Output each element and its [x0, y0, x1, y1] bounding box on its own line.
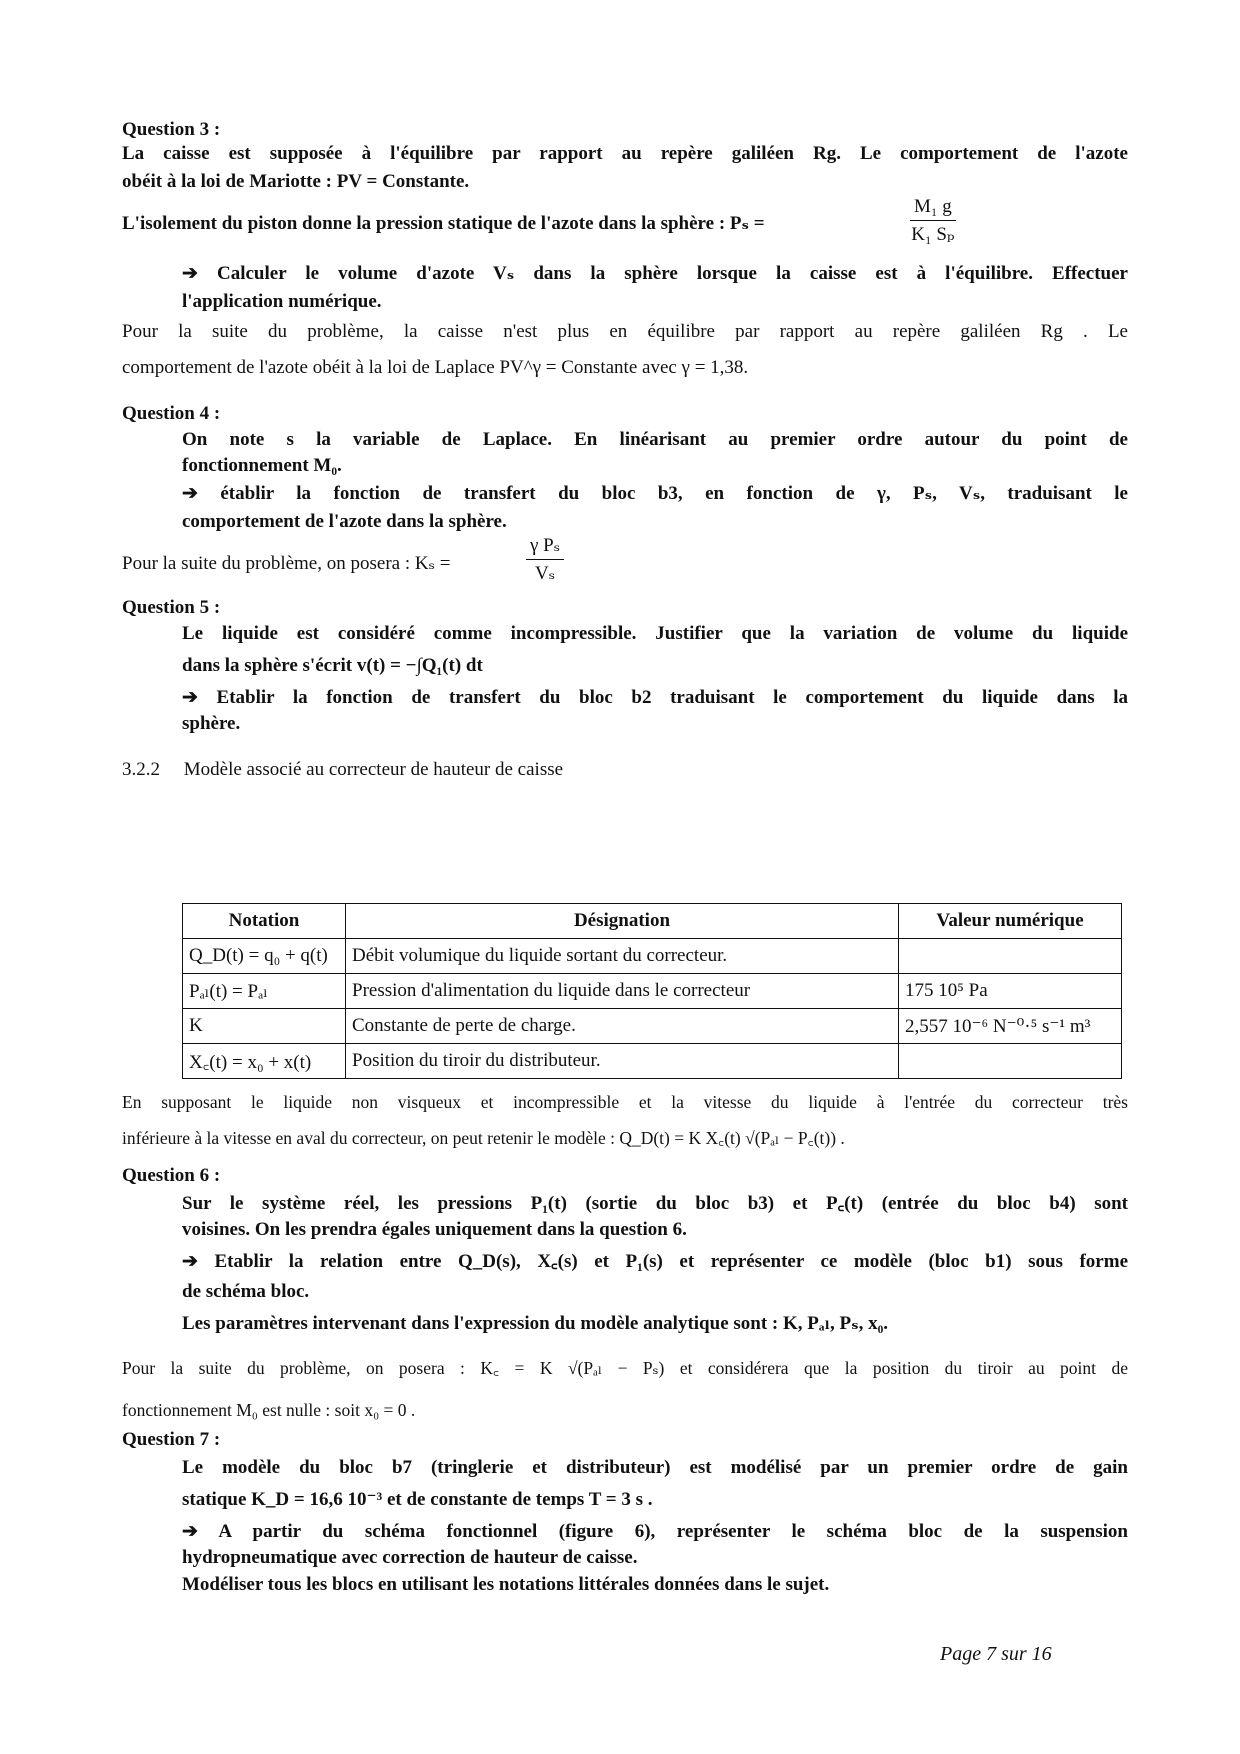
denominator: K₁ Sₚ — [911, 224, 955, 245]
table-row — [183, 939, 1122, 974]
text-line: Pour la suite du problème, la caisse n'est plus en équilibre par rapport au repère galiléen Rg . Le — [122, 321, 1128, 342]
text-line: On note s la variable de Laplace. En linéarisant au premier ordre autour du point de — [182, 429, 1128, 450]
text-line: En supposant le liquide non visqueux et incompressible et la vitesse du liquide à l'entrée du correcteur très — [122, 1092, 1128, 1112]
task-line: l'application numérique. — [182, 291, 382, 312]
question-6-title: Question 6 : — [122, 1165, 221, 1186]
page-number: Page 7 sur 16 — [940, 1643, 1052, 1665]
column-header: Notation — [183, 904, 346, 939]
text-line: dans la sphère s'écrit v(t) = −∫Q₁(t) dt — [182, 655, 483, 676]
numerator: M₁ g — [910, 196, 956, 221]
question-4-title: Question 4 : — [122, 403, 221, 424]
cell: Débit volumique du liquide sortant du correcteur. — [346, 939, 899, 974]
column-header: Désignation — [346, 904, 899, 939]
task-line: hydropneumatique avec correction de hauteur de caisse. — [182, 1547, 638, 1568]
cell: Q_D(t) = q₀ + q(t) — [183, 939, 346, 974]
text-line: inférieure à la vitesse en aval du correcteur, on peut retenir le modèle : Q_D(t) = K X꜀(t) √(Pₐₗ − P꜀(t)) . — [122, 1128, 845, 1148]
text-line: Le modèle du bloc b7 (tringlerie et distributeur) est modélisé par un premier ordre de gain — [182, 1457, 1128, 1478]
table-row — [183, 974, 1122, 1009]
fraction-ps — [910, 196, 956, 246]
text-line: Modéliser tous les blocs en utilisant les notations littérales données dans le sujet. — [182, 1574, 830, 1595]
text-line: Les paramètres intervenant dans l'expression du modèle analytique sont : K, Pₐₗ, Pₛ, x₀. — [182, 1313, 889, 1334]
text-line: L'isolement du piston donne la pression statique de l'azote dans la sphère : Pₛ = — [122, 213, 765, 234]
section-heading: 3.2.2 Modèle associé au correcteur de hauteur de caisse — [122, 759, 564, 780]
fraction-ks — [526, 534, 564, 585]
question-5-title: Question 5 : — [122, 597, 221, 618]
cell: Pression d'alimentation du liquide dans le correcteur — [346, 974, 899, 1009]
notation-table — [182, 903, 1122, 1079]
cell: Pₐₗ(t) = Pₐₗ — [183, 974, 346, 1009]
text-line: comportement de l'azote obéit à la loi de Laplace PV^γ = Constante avec γ = 1,38. — [122, 357, 749, 378]
table-row — [183, 1044, 1122, 1079]
numerator: γ Pₛ — [526, 534, 564, 560]
question-7-title: Question 7 : — [122, 1429, 221, 1450]
task-line: ➔ Etablir la relation entre Q_D(s), X꜀(s) et P₁(s) et représenter ce modèle (bloc b1) sous forme — [182, 1251, 1128, 1272]
cell: 2,557 10⁻⁶ N⁻⁰·⁵ s⁻¹ m³ — [899, 1009, 1122, 1044]
text-line: obéit à la loi de Mariotte : PV = Constante. — [122, 171, 470, 192]
cell: Constante de perte de charge. — [346, 1009, 899, 1044]
task-line: ➔ Etablir la fonction de transfert du bloc b2 traduisant le comportement du liquide dans la — [182, 687, 1128, 708]
task-line: sphère. — [182, 713, 241, 734]
task-line: ➔ établir la fonction de transfert du bloc b3, en fonction de γ, Pₛ, Vₛ, traduisant le — [182, 483, 1128, 504]
cell: X꜀(t) = x₀ + x(t) — [183, 1044, 346, 1079]
column-header: Valeur numérique — [899, 904, 1122, 939]
cell: 175 10⁵ Pa — [899, 974, 1122, 1009]
cell: K — [183, 1009, 346, 1044]
text-line: Le liquide est considéré comme incompressible. Justifier que la variation de volume du liquide — [182, 623, 1128, 644]
question-3-title: Question 3 : — [122, 119, 221, 140]
text-line: Sur le système réel, les pressions P₁(t) (sortie du bloc b3) et P꜀(t) (entrée du bloc b4) sont — [182, 1193, 1128, 1214]
task-line: ➔ Calculer le volume d'azote Vₛ dans la sphère lorsque la caisse est à l'équilibre. Effectuer — [182, 263, 1128, 284]
task-line: comportement de l'azote dans la sphère. — [182, 511, 507, 532]
cell: Position du tiroir du distributeur. — [346, 1044, 899, 1079]
cell — [899, 1044, 1122, 1079]
table-row — [183, 1009, 1122, 1044]
text-line: Pour la suite du problème, on posera : K꜀ = K √(Pₐₗ − Pₛ) et considérera que la position du tiroir au point de — [122, 1358, 1128, 1378]
task-line: ➔ A partir du schéma fonctionnel (figure 6), représenter le schéma bloc de la suspension — [182, 1521, 1128, 1542]
cell — [899, 939, 1122, 974]
text-line: statique K_D = 16,6 10⁻³ et de constante de temps T = 3 s . — [182, 1489, 653, 1510]
table-header-row — [183, 904, 1122, 939]
text-line: fonctionnement M₀. — [182, 455, 342, 476]
text-line: Pour la suite du problème, on posera : Kₛ = — [122, 553, 451, 574]
text-line: voisines. On les prendra égales uniquement dans la question 6. — [182, 1219, 687, 1240]
task-line: de schéma bloc. — [182, 1281, 310, 1302]
text-line: fonctionnement M₀ est nulle : soit x₀ = 0 . — [122, 1400, 416, 1420]
denominator: Vₛ — [535, 563, 556, 584]
text-line: La caisse est supposée à l'équilibre par rapport au repère galiléen Rg. Le comportement de l'azote — [122, 143, 1128, 164]
